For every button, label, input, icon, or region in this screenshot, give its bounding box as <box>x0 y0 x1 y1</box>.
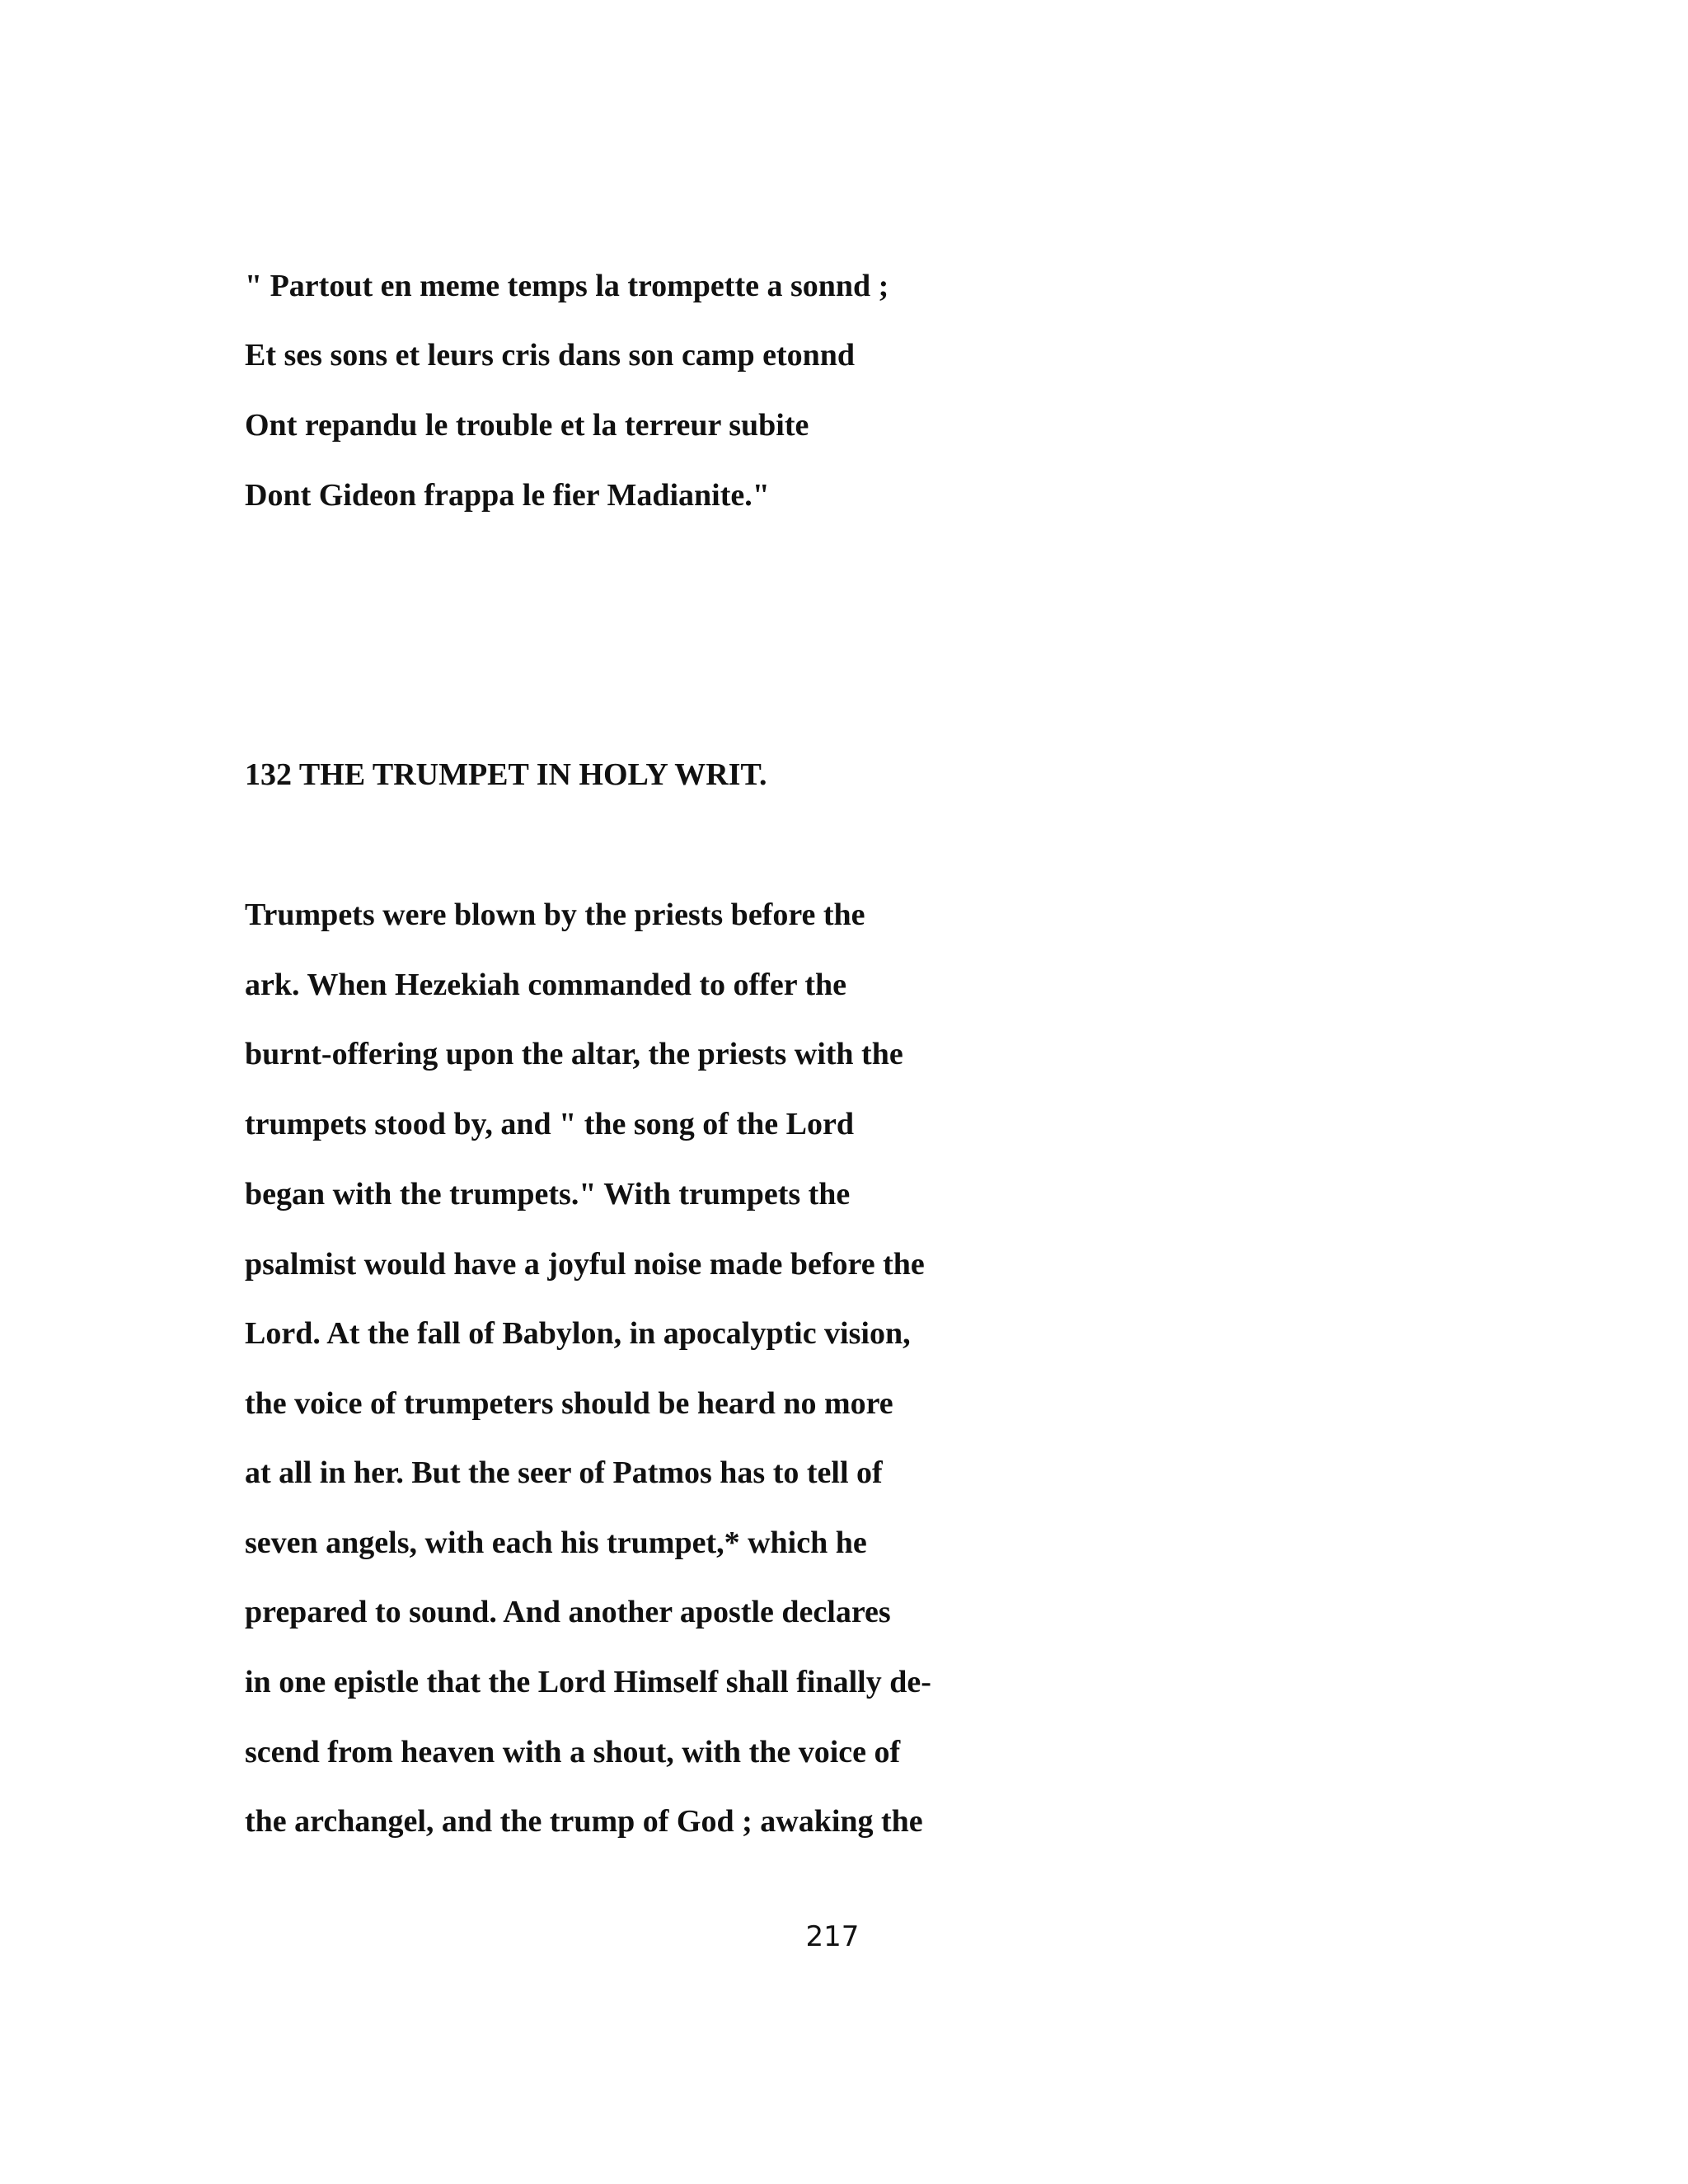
body-line: Lord. At the fall of Babylon, in apocalyptic vision, <box>245 1316 911 1351</box>
body-line: ark. When Hezekiah commanded to offer the <box>245 968 847 1002</box>
body-line: at all in her. But the seer of Patmos has to tell of <box>245 1455 883 1490</box>
verse-line: Ont repandu le trouble et la terreur subite <box>245 408 809 443</box>
body-line: seven angels, with each his trumpet,* which he <box>245 1526 867 1560</box>
body-line: trumpets stood by, and " the song of the Lord <box>245 1107 854 1141</box>
body-line: burnt-offering upon the altar, the priests with the <box>245 1037 903 1071</box>
page-number: 217 <box>805 1920 860 1953</box>
body-line: scend from heaven with a shout, with the voice of <box>245 1735 901 1769</box>
body-line: the voice of trumpeters should be heard no more <box>245 1386 893 1421</box>
body-line: the archangel, and the trump of God ; awaking the <box>245 1804 923 1839</box>
body-line: Trumpets were blown by the priests before the <box>245 898 865 932</box>
body-line: began with the trumpets." With trumpets the <box>245 1177 851 1212</box>
verse-line: Dont Gideon frappa le fier Madianite." <box>245 478 770 513</box>
verse-line: " Partout en meme temps la trompette a sonnd ; <box>245 269 889 303</box>
body-line: psalmist would have a joyful noise made before the <box>245 1247 925 1282</box>
running-head: 132 THE TRUMPET IN HOLY WRIT. <box>245 757 767 792</box>
body-line: prepared to sound. And another apostle declares <box>245 1595 891 1629</box>
body-line: in one epistle that the Lord Himself shall finally de- <box>245 1665 931 1699</box>
verse-line: Et ses sons et leurs cris dans son camp etonnd <box>245 338 856 373</box>
